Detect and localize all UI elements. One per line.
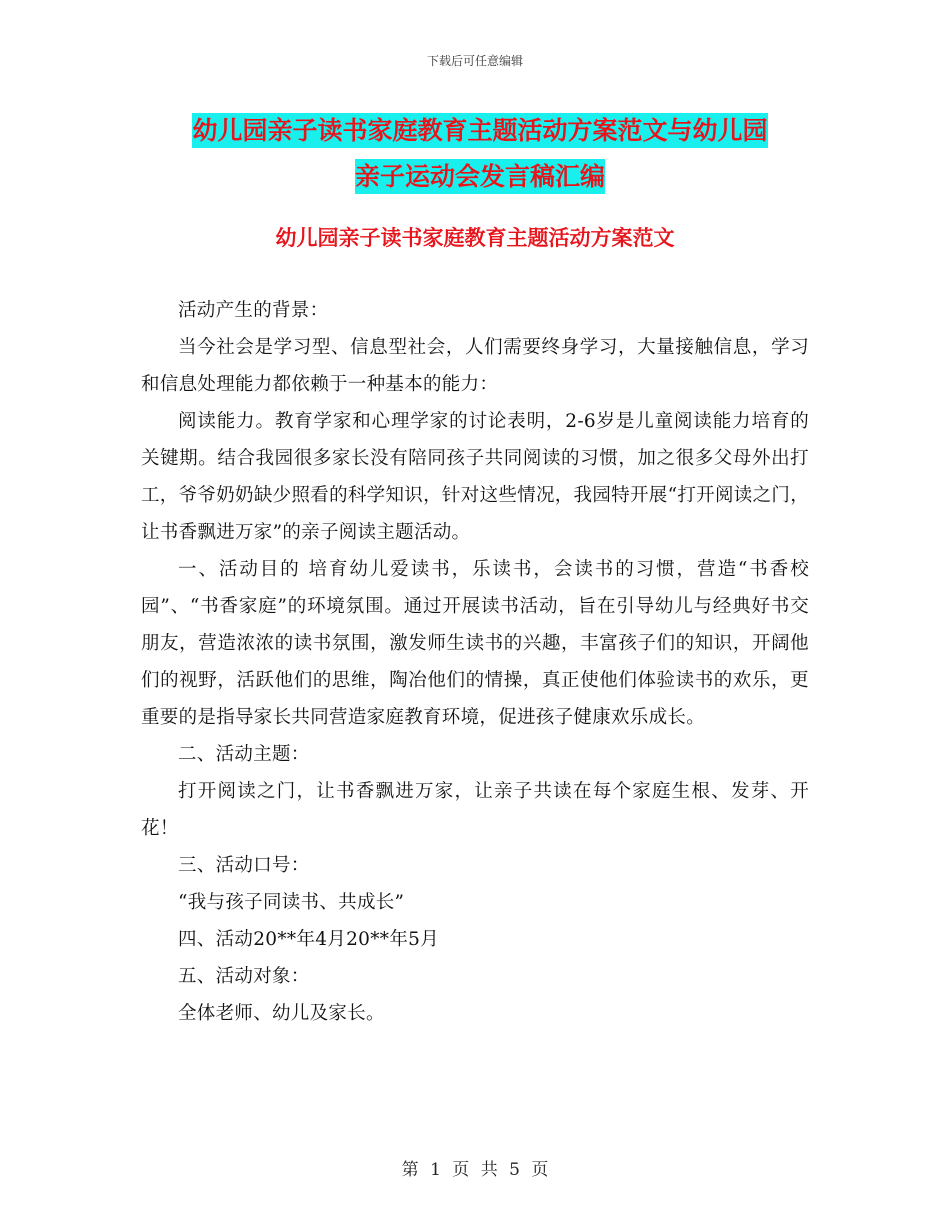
header-note: 下载后可任意编辑 [426,54,523,68]
document-main-title [140,108,820,200]
paragraph-audience-heading: 五、活动对象： [178,966,310,987]
main-title-line-2: 亲子运动会发言稿汇编 [355,159,605,194]
paragraph-reading-ability: 阅读能力。教育学家和心理学家的讨论表明，2-6岁是儿童阅读能力培育的关键期。结合我园很多家长没有陪同孩子共同阅读的习惯，加之很多父母外出打工，爷爷奶奶缺少照看的科学知识，针对这些情况，我园特开展“打开阅读之门，让书香飘进万家”的亲子阅读主题活动。 [141,411,809,543]
paragraph-activity-purpose: 一、活动目的 培育幼儿爱读书，乐读书，会读书的习惯，营造“书香校园”、“书香家庭”的环境氛围。通过开展读书活动，旨在引导幼儿与经典好书交朋友，营造浓浓的读书氛围，激发师生读书的兴趣，丰富孩子们的知识，开阔他们的视野，活跃他们的思维，陶冶他们的情操，真正使他们体验读书的欢乐，更重要的是指导家长共同营造家庭教育环境，促进孩子健康欢乐成长。 [141,559,809,728]
document-body [141,292,809,1032]
paragraph-theme-heading: 二、活动主题： [178,744,310,765]
paragraph-theme: 打开阅读之门，让书香飘进万家，让亲子共读在每个家庭生根、发芽、开花！ [141,781,809,839]
paragraph-society: 当今社会是学习型、信息型社会，人们需要终身学习，大量接触信息，学习和信息处理能力都依赖于一种基本的能力： [141,337,809,395]
paragraph-slogan: “我与孩子同读书、共成长” [178,892,405,913]
paragraph-activity-time: 四、活动20**年4月20**年5月 [178,929,440,950]
paragraph-audience: 全体老师、幼儿及家长。 [178,1003,385,1024]
paragraph-background-heading: 活动产生的背景： [178,300,329,321]
paragraph-slogan-heading: 三、活动口号： [178,855,310,876]
main-title-line-1: 幼儿园亲子读书家庭教育主题活动方案范文与幼儿园 [192,113,767,148]
section-title: 幼儿园亲子读书家庭教育主题活动方案范文 [275,226,675,250]
page-footer: 第 1 页 共 5 页 [401,1160,549,1180]
